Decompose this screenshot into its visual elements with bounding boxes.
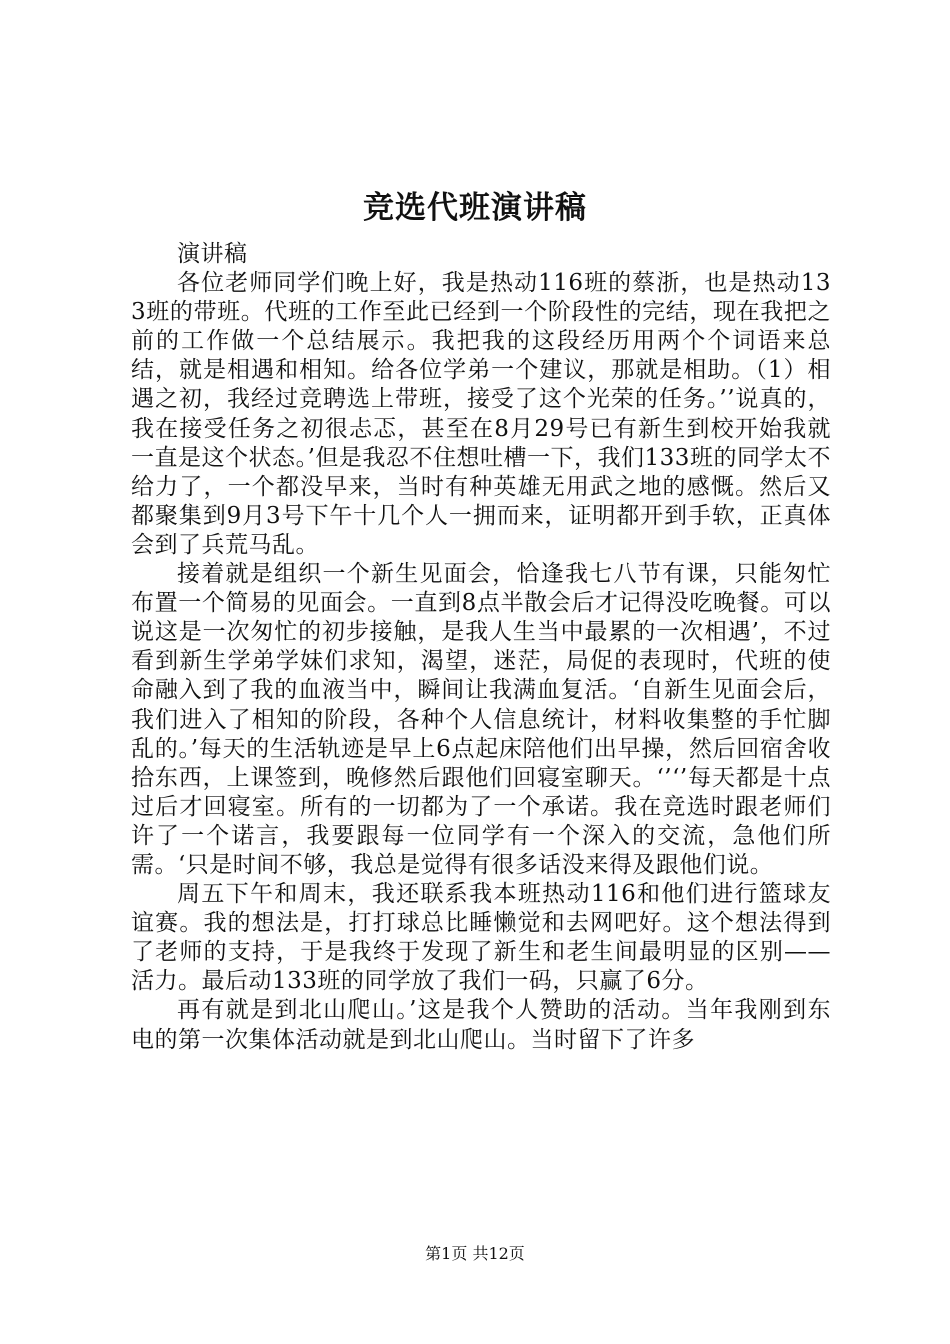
document-title: 竞选代班演讲稿 — [363, 190, 587, 226]
paragraph: 接着就是组织一个新生见面会，恰逢我七八节有课，只能匆忙布置一个简易的见面会。一直到8点半散会后才记得没吃晚餐。可以说这是一次匆忙的初步接触，是我人生当中最累的一次相遇’，不过看到新生学弟学妹们求知，渴望，迷茫，局促的表现时，代班的使命融入到了我的血液当中，瞬间让我满血复活。‘自新生见面会后，我们进入了相知的阶段，各种个人信息统计，材料收集整的手忙脚乱的。’每天的生活轨迹是早上6点起床陪他们出早操，然后回宿舍收拾东西，上课签到，晚修然后跟他们回寝室聊天。‘’‘’每天都是十点过后才回寝室。所有的一切都为了一个承诺。我在竞选时跟老师们许了一个诺言，我要跟每一位同学有一个深入的交流，急他们所需。‘只是时间不够，我总是觉得有很多话没来得及跟他们说。 — [131, 561, 831, 878]
paragraph: 再有就是到北山爬山。’这是我个人赞助的活动。当年我刚到东电的第一次集体活动就是到北山爬山。当时留下了许多 — [131, 997, 831, 1053]
document-body — [131, 240, 831, 1055]
paragraph: 各位老师同学们晚上好，我是热动116班的蔡浙，也是热动133班的带班。代班的工作至此已经到一个阶段性的完结，现在我把之前的工作做一个总结展示。我把我的这段经历用两个个词语来总结，就是相遇和相知。给各位学弟一个建议，那就是相助。（1）相遇之初，我经过竞聘选上带班，接受了这个光荣的任务。’’说真的，我在接受任务之初很忐忑，甚至在8月29号已有新生到校开始我就一直是这个状态。’但是我忍不住想吐槽一下，我们133班的同学太不给力了，一个都没早来，当时有种英雄无用武之地的感慨。然后又都聚集到9月3号下午十几个人一拥而来，证明都开到手软，正真体会到了兵荒马乱。 — [131, 270, 831, 558]
paragraph-subtitle: 演讲稿 — [177, 241, 248, 267]
page-footer: 第1页 共12页 — [425, 1244, 525, 1263]
paragraph: 周五下午和周末，我还联系我本班热动116和他们进行篮球友谊赛。我的想法是，打打球总比睡懒觉和去网吧好。这个想法得到了老师的支持，于是我终于发现了新生和老生间最明显的区别——活力。最后动133班的同学放了我们一码，只赢了6分。 — [131, 881, 831, 995]
